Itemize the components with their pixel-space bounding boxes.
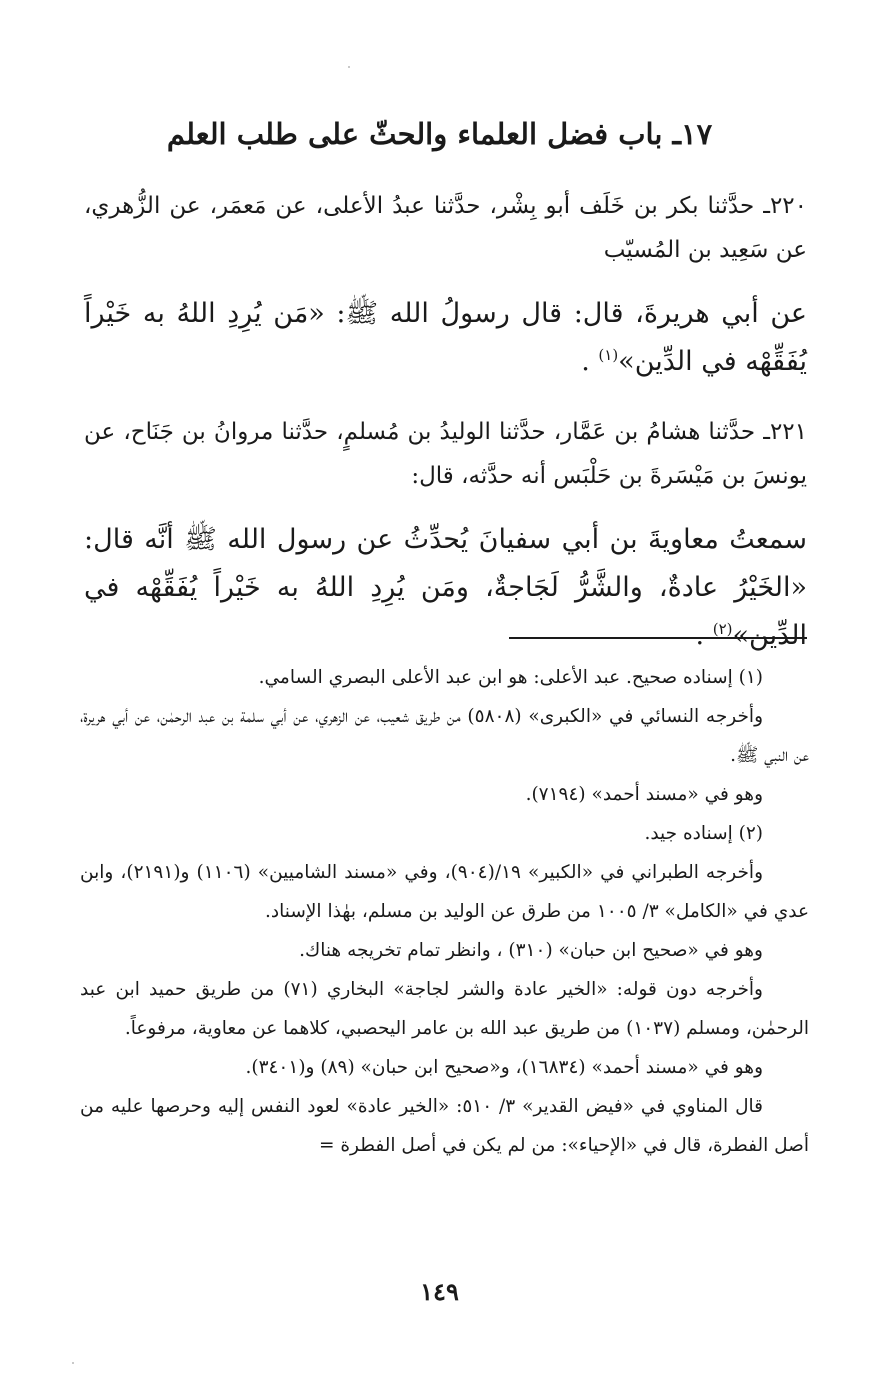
hadith-220-matn-paragraph: [84, 290, 807, 386]
footnote-1: (١) إسناده صحيح. عبد الأعلى: هو ابن عبد الأعلى البصري السامي.: [258, 667, 763, 688]
scan-speck: [348, 66, 350, 68]
hadith-220-isnad: ٢٢٠ـ حدَّثنا بكر بن خَلَف أبو بِشْر، حدَّثنا عبدُ الأعلى، عن مَعمَر، عن الزُّهري، عن سَعِيد بن المُسيّب: [84, 193, 807, 263]
footnotes: [80, 658, 809, 1165]
hadith-221-matn: سمعتُ معاويةَ بن أبي سفيانَ يُحدِّثُ عن رسول الله ﷺ أنَّه قال: «الخَيْرُ عادةٌ، والشَّرُّ لَجَاجةٌ، ومَن يُرِدِ اللهُ به خَيْراً يُفَقِّهْه في الدِّين»: [84, 524, 807, 651]
footnote-2-ibn-hibban: وهو في «صحيح ابن حبان» (٣١٠) ، وانظر تمام تخريجه هناك.: [299, 940, 763, 961]
chapter-title: ١٧ـ باب فضل العلماء والحثّ على طلب العلم: [166, 117, 713, 151]
footnote-ref-1: (١): [598, 346, 619, 364]
footnote-2-takhrij: وأخرجه الطبراني في «الكبير» ١٩/(٩٠٤)، وفي «مسند الشاميين» (١١٠٦) و(٢١٩١)، وابن عدي في «الكامل» ٣/ ١٠٠٥ من طرق عن الوليد بن مسلم، بهٰذا الإسناد.: [80, 862, 809, 922]
scan-speck: [72, 1362, 74, 1364]
footnote-ref-2: (٢): [712, 620, 733, 638]
page-number: ١٤٩: [420, 1277, 459, 1306]
footnote-2-bukhari-muslim: وأخرجه دون قوله: «الخير عادة والشر لجاجة» البخاري (٧١) من طريق حميد ابن عبد الرحمٰن، ومسلم (١٠٣٧) من طريق عبد الله بن عامر اليحصبي، كلاهما عن معاوية، مرفوعاً.: [80, 979, 809, 1039]
footnote-1-takhrij: وأخرجه النسائي في «الكبرى» (٥٨٠٨) من طريق شعيب، عن الزهري، عن أبي سلمة بن عبد الرحمٰن، عن أبي هريرة، عن النبي ﷺ.: [80, 706, 809, 766]
footnote-2-munawi: قال المناوي في «فيض القدير» ٣/ ٥١٠: «الخير عادة» لعود النفس إليه وحرصها عليه من أصل الفطرة، قال في «الإحياء»: من لم يكن في أصل الفطرة =: [80, 1096, 809, 1156]
hadith-220-end: .: [581, 346, 590, 377]
hadith-221-end: .: [695, 620, 705, 651]
footnote-separator: [509, 637, 807, 639]
footnote-2: (٢) إسناده جيد.: [644, 823, 763, 844]
hadith-220-matn: عن أبي هريرةَ، قال: قال رسولُ الله ﷺ: «مَن يُرِدِ اللهُ به خَيْراً يُفَقِّهْه في الدِّين»: [84, 298, 807, 377]
footnote-1-musnad: وهو في «مسند أحمد» (٧١٩٤).: [525, 784, 763, 805]
hadith-221-isnad: ٢٢١ـ حدَّثنا هشامُ بن عَمَّار، حدَّثنا الوليدُ بن مُسلمٍ، حدَّثنا مروانُ بن جَنَاح، عن يونسَ بن مَيْسَرةَ بن حَلْبَس أنه حدَّثه، قال:: [84, 419, 807, 489]
footnote-2-musnad: وهو في «مسند أحمد» (١٦٨٣٤)، و«صحيح ابن حبان» (٨٩) و(٣٤٠١).: [245, 1057, 763, 1078]
